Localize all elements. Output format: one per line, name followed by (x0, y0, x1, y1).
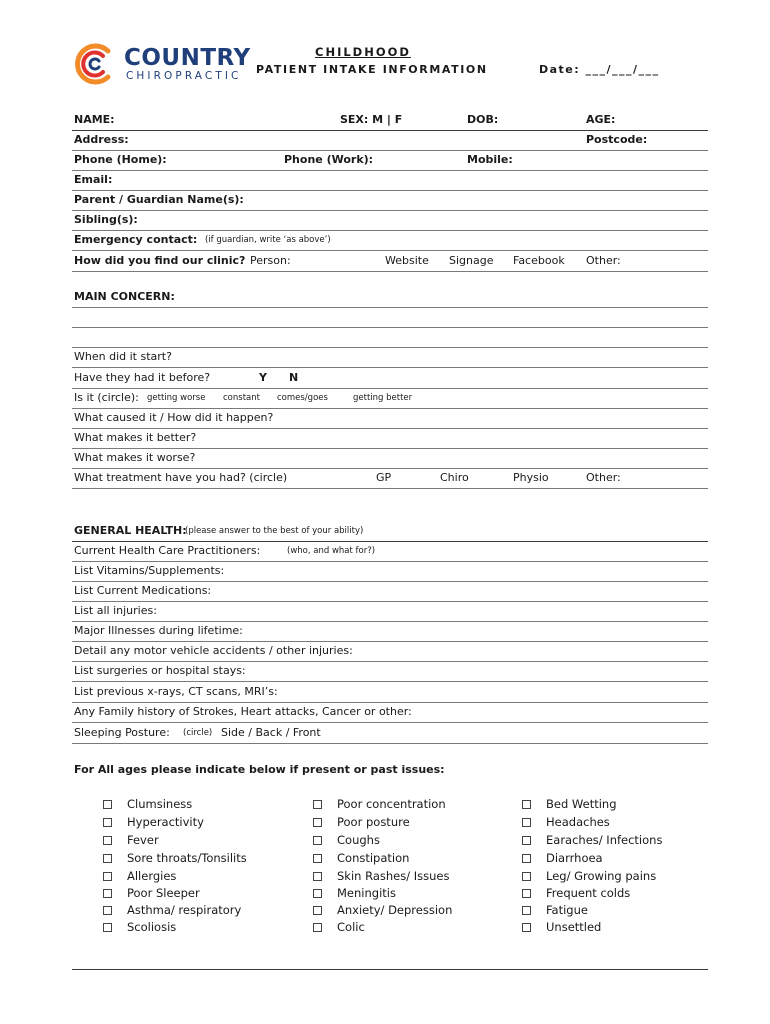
checkbox[interactable] (103, 818, 112, 827)
had-before-yes[interactable]: Y (259, 371, 267, 384)
surgeries-field[interactable]: List surgeries or hospital stays: (74, 664, 246, 677)
checkbox[interactable] (103, 854, 112, 863)
sleeping-note: (circle) (183, 728, 213, 738)
option-getting-worse[interactable]: getting worse (147, 393, 206, 403)
checkbox[interactable] (522, 836, 531, 845)
date-field[interactable]: Date: ___/___/___ (539, 63, 660, 76)
vitamins-field[interactable]: List Vitamins/Supplements: (74, 564, 225, 577)
had-before-label: Have they had it before? (74, 371, 211, 384)
checklist-item-label: Skin Rashes/ Issues (337, 869, 450, 883)
row-practitioners (72, 541, 708, 562)
row-sleeping (72, 723, 708, 744)
checklist-item-label: Clumsiness (127, 797, 193, 811)
logo-c-mark-icon (72, 42, 116, 86)
checkbox[interactable] (313, 800, 322, 809)
checkbox[interactable] (103, 800, 112, 809)
medications-field[interactable]: List Current Medications: (74, 584, 212, 597)
row-illnesses (72, 621, 708, 642)
postcode-field[interactable]: Postcode: (586, 133, 648, 146)
referral-website[interactable]: Website (385, 254, 429, 267)
mobile-field[interactable]: Mobile: (467, 153, 513, 166)
concern-blank-line-1[interactable] (72, 327, 708, 328)
checklist-item-label: Scoliosis (127, 920, 177, 934)
had-before-no[interactable]: N (289, 371, 299, 384)
illnesses-field[interactable]: Major Illnesses during lifetime: (74, 624, 243, 637)
row-before (72, 368, 708, 389)
checkbox[interactable] (313, 818, 322, 827)
better-field[interactable]: What makes it better? (74, 431, 197, 444)
checklist-item-label: Headaches (546, 815, 610, 829)
checklist-item-label: Poor posture (337, 815, 410, 829)
checkbox[interactable] (313, 854, 322, 863)
treatment-other[interactable]: Other: (586, 471, 621, 484)
dob-field[interactable]: DOB: (467, 113, 499, 126)
checklist-item-label: Fever (127, 833, 159, 847)
row-worse (72, 448, 708, 469)
xrays-field[interactable]: List previous x-rays, CT scans, MRI’s: (74, 685, 278, 698)
name-field[interactable]: NAME: (74, 113, 115, 126)
checklist-item-label: Colic (337, 920, 365, 934)
general-health-heading: GENERAL HEALTH: (74, 524, 187, 537)
checkbox[interactable] (522, 800, 531, 809)
emergency-field[interactable]: Emergency contact: (74, 233, 198, 246)
row-xrays (72, 682, 708, 703)
logo-wordmark: COUNTRY (124, 45, 251, 71)
checklist-heading: For All ages please indicate below if present or past issues: (74, 763, 445, 776)
logo-subtitle: CHIROPRACTIC (126, 70, 242, 82)
row-when (72, 347, 708, 368)
row-referral (72, 251, 708, 272)
phone-work-field[interactable]: Phone (Work): (284, 153, 374, 166)
checkbox[interactable] (103, 889, 112, 898)
checkbox[interactable] (313, 889, 322, 898)
treatment-label: What treatment have you had? (circle) (74, 471, 288, 484)
row-treatment (72, 468, 708, 489)
checklist-item-label: Unsettled (546, 920, 602, 934)
checklist-item-label: Constipation (337, 851, 410, 865)
checklist-item-label: Bed Wetting (546, 797, 617, 811)
accidents-field[interactable]: Detail any motor vehicle accidents / other injuries: (74, 644, 353, 657)
checklist-item-label: Fatigue (546, 903, 588, 917)
row-accidents (72, 641, 708, 662)
treatment-gp[interactable]: GP (376, 471, 392, 484)
checkbox[interactable] (313, 836, 322, 845)
row-vitamins (72, 561, 708, 582)
checklist-item-label: Poor concentration (337, 797, 446, 811)
referral-signage[interactable]: Signage (449, 254, 494, 267)
row-family-history (72, 702, 708, 723)
emergency-note: (if guardian, write ‘as above’) (205, 235, 331, 245)
form-title-line2: PATIENT INTAKE INFORMATION (256, 63, 488, 76)
checklist-item-label: Anxiety/ Depression (337, 903, 453, 917)
checklist-item-label: Leg/ Growing pains (546, 869, 657, 883)
worse-field[interactable]: What makes it worse? (74, 451, 196, 464)
injuries-field[interactable]: List all injuries: (74, 604, 157, 617)
row-circle (72, 388, 708, 409)
form-title-line1: CHILDHOOD (315, 45, 411, 59)
row-caused (72, 408, 708, 429)
age-field[interactable]: AGE: (586, 113, 616, 126)
checkbox[interactable] (522, 923, 531, 932)
footer-rule (72, 969, 708, 970)
practitioners-field[interactable]: Current Health Care Practitioners: (74, 544, 261, 557)
row-general-health (72, 521, 708, 542)
row-main-concern (72, 287, 708, 308)
row-siblings (72, 210, 708, 231)
checkbox[interactable] (313, 872, 322, 881)
referral-facebook[interactable]: Facebook (513, 254, 565, 267)
checkbox[interactable] (103, 906, 112, 915)
row-guardian (72, 190, 708, 211)
checkbox[interactable] (522, 818, 531, 827)
family-history-field[interactable]: Any Family history of Strokes, Heart attacks, Cancer or other: (74, 705, 412, 718)
caused-field[interactable]: What caused it / How did it happen? (74, 411, 274, 424)
referral-person[interactable]: Person: (250, 254, 291, 267)
siblings-field[interactable]: Sibling(s): (74, 213, 138, 226)
checklist-item-label: Earaches/ Infections (546, 833, 663, 847)
row-email (72, 170, 708, 191)
guardian-field[interactable]: Parent / Guardian Name(s): (74, 193, 244, 206)
row-name (72, 110, 708, 131)
referral-other[interactable]: Other: (586, 254, 621, 267)
practitioners-note: (who, and what for?) (287, 546, 376, 556)
checklist-item-label: Asthma/ respiratory (127, 903, 242, 917)
treatment-physio[interactable]: Physio (513, 471, 549, 484)
row-phone (72, 150, 708, 171)
row-injuries (72, 601, 708, 622)
checklist-item-label: Poor Sleeper (127, 886, 200, 900)
checkbox[interactable] (103, 923, 112, 932)
find-clinic-label: How did you find our clinic? (74, 254, 246, 267)
row-emergency (72, 230, 708, 251)
general-health-note: (please answer to the best of your ability) (185, 526, 364, 536)
address-field[interactable]: Address: (74, 133, 129, 146)
checkbox[interactable] (313, 906, 322, 915)
circle-label: Is it (circle): (74, 391, 139, 404)
checklist-item-label: Diarrhoea (546, 851, 603, 865)
option-comes-goes[interactable]: comes/goes (277, 393, 328, 403)
checkbox[interactable] (522, 872, 531, 881)
email-field[interactable]: Email: (74, 173, 113, 186)
option-getting-better[interactable]: getting better (353, 393, 413, 403)
sleeping-options[interactable]: Side / Back / Front (221, 726, 321, 739)
phone-home-field[interactable]: Phone (Home): (74, 153, 167, 166)
checklist-item-label: Hyperactivity (127, 815, 204, 829)
checklist-item-label: Allergies (127, 869, 177, 883)
checkbox[interactable] (522, 889, 531, 898)
checkbox[interactable] (313, 923, 322, 932)
checklist-item-label: Frequent colds (546, 886, 631, 900)
row-better (72, 428, 708, 449)
sleeping-label: Sleeping Posture: (74, 726, 170, 739)
when-started-field[interactable]: When did it start? (74, 350, 172, 363)
checkbox[interactable] (103, 872, 112, 881)
checklist-item-label: Meningitis (337, 886, 396, 900)
checkbox[interactable] (522, 906, 531, 915)
row-surgeries (72, 661, 708, 682)
checklist-item-label: Coughs (337, 833, 380, 847)
row-medications (72, 581, 708, 602)
checkbox[interactable] (103, 836, 112, 845)
sex-field[interactable]: SEX: M | F (340, 113, 403, 126)
treatment-chiro[interactable]: Chiro (440, 471, 469, 484)
checkbox[interactable] (522, 854, 531, 863)
main-concern-heading: MAIN CONCERN: (74, 290, 175, 303)
option-constant[interactable]: constant (223, 393, 260, 403)
checklist-item-label: Sore throats/Tonsilits (127, 851, 247, 865)
row-address (72, 130, 708, 151)
clinic-logo (72, 42, 252, 86)
